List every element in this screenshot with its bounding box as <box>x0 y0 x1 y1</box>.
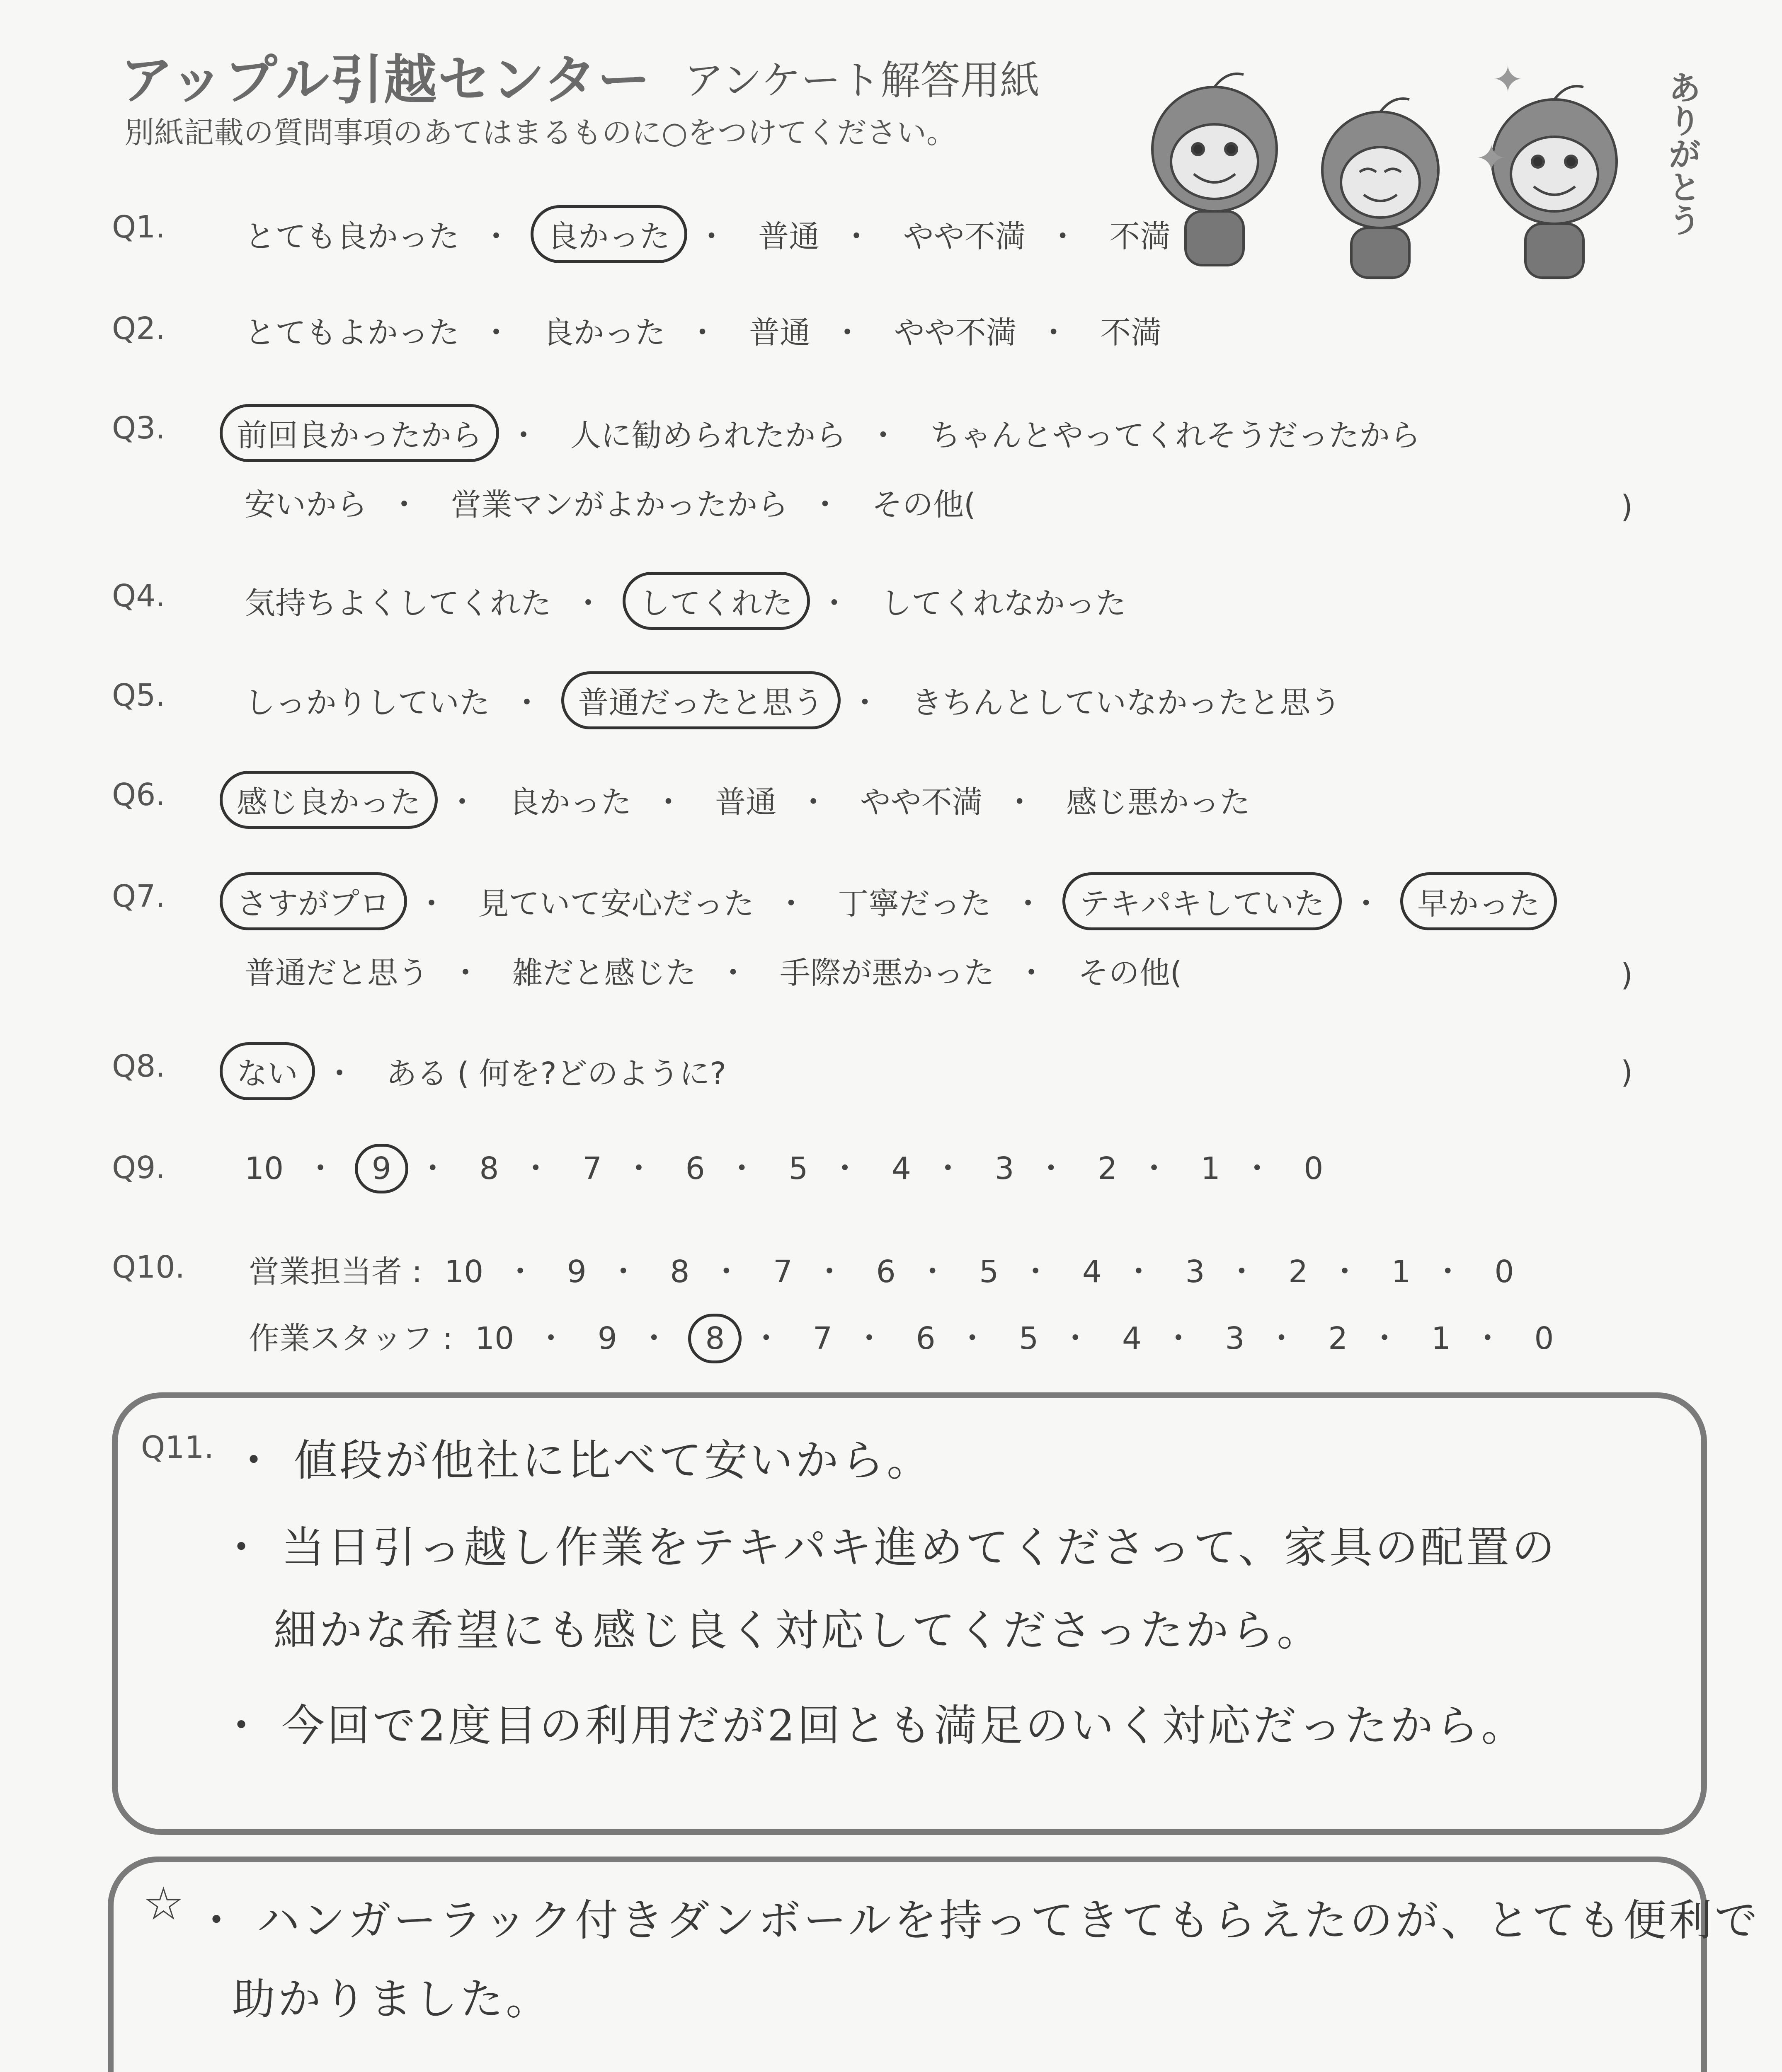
close-paren: ) <box>1621 489 1633 525</box>
score-option[interactable]: 7 <box>773 1254 793 1290</box>
row-label: 作業スタッフ : <box>249 1321 453 1356</box>
score-option[interactable]: 8 <box>479 1151 499 1186</box>
option-selected[interactable]: 早かった <box>1400 872 1557 930</box>
score-option[interactable]: 0 <box>1534 1321 1554 1356</box>
score-option[interactable]: 4 <box>1122 1321 1142 1356</box>
question-label: Q10. <box>112 1249 185 1285</box>
option[interactable]: 不満 <box>1109 219 1171 254</box>
question-label: Q1. <box>112 209 165 245</box>
score-option[interactable]: 7 <box>582 1151 602 1186</box>
brand-title: アップル引越センター <box>120 49 651 111</box>
close-paren: ) <box>1621 1055 1633 1090</box>
close-paren: ) <box>1621 957 1633 993</box>
form-subtitle: アンケート解答用紙 <box>684 57 1040 104</box>
score-option[interactable]: 5 <box>979 1254 999 1290</box>
score-option-selected[interactable]: 9 <box>355 1144 408 1193</box>
star-icon: ☆ <box>143 1877 184 1930</box>
option[interactable]: 安いから <box>245 487 367 523</box>
score-option[interactable]: 9 <box>597 1321 617 1356</box>
option[interactable]: ある ( 何を?どのように? <box>386 1056 726 1092</box>
option[interactable]: 雑だと感じた <box>512 955 696 991</box>
option-selected[interactable]: 普通だったと思う <box>561 671 841 729</box>
option[interactable]: 感じ悪かった <box>1066 784 1251 820</box>
question-label: Q6. <box>112 777 165 813</box>
option[interactable]: とても良かった <box>245 219 459 254</box>
handwritten-line <box>195 2064 1302 2072</box>
score-option[interactable]: 7 <box>812 1321 833 1356</box>
option-selected[interactable]: テキパキしていた <box>1062 872 1342 930</box>
question-label: Q7. <box>112 879 165 914</box>
score-option[interactable]: 0 <box>1304 1151 1324 1186</box>
question-label: Q9. <box>112 1150 165 1186</box>
score-option[interactable]: 3 <box>994 1151 1014 1186</box>
handwritten-line: ・ 値段が他社に比べて安いから。 <box>232 1435 933 1486</box>
option[interactable]: 営業マンがよかったから <box>451 487 788 523</box>
option[interactable]: その他( <box>872 487 976 523</box>
handwritten-line: ・ 当日引っ越し作業をテキパキ進めてくださって、家具の配置の <box>220 1522 1557 1573</box>
question-label: Q11. <box>141 1430 214 1465</box>
option[interactable]: 普通 <box>749 315 811 351</box>
option-selected[interactable]: ない <box>220 1042 315 1100</box>
score-option[interactable]: 2 <box>1288 1254 1308 1290</box>
score-option[interactable]: 1 <box>1391 1254 1411 1290</box>
option-selected[interactable]: さすがプロ <box>220 872 407 930</box>
score-option[interactable]: 4 <box>891 1151 911 1186</box>
question-label: Q2. <box>112 311 165 346</box>
option[interactable]: 見ていて安心だった <box>478 886 754 922</box>
option-selected[interactable]: 前回良かったから <box>220 404 499 462</box>
option[interactable]: 不満 <box>1100 315 1162 351</box>
q8-options: ない ・ ある ( 何を?どのように? <box>220 1042 739 1100</box>
option[interactable]: 普通 <box>758 219 820 254</box>
q9-scale: 10 ・ 9 ・ 8 ・ 7 ・ 6 ・ 5 ・ 4 ・ 3 ・ 2 ・ 1 ・ 0 <box>232 1144 1336 1193</box>
score-option[interactable]: 8 <box>670 1254 690 1290</box>
handwritten-line: 細かな希望にも感じ良く対応してくださったから。 <box>274 1605 1323 1656</box>
score-option[interactable]: 2 <box>1098 1151 1118 1186</box>
option-selected[interactable]: 良かった <box>531 205 687 263</box>
question-label: Q3. <box>112 410 165 446</box>
option[interactable]: 手際が悪かった <box>780 955 995 991</box>
option[interactable]: しっかりしていた <box>245 685 490 721</box>
option[interactable]: してくれなかった <box>881 586 1127 621</box>
row-label: 営業担当者 : <box>249 1254 422 1290</box>
score-option[interactable]: 6 <box>916 1321 936 1356</box>
score-option-selected[interactable]: 8 <box>688 1314 742 1363</box>
sparkle-icon: ✦ <box>1476 137 1507 180</box>
question-label: Q4. <box>112 578 165 614</box>
option[interactable]: やや不満 <box>903 219 1026 254</box>
q1-options: とても良かった ・ 良かった ・ 普通 ・ やや不満 ・ 不満 <box>232 205 1183 263</box>
option[interactable]: とてもよかった <box>245 315 459 351</box>
option[interactable]: 良かった <box>509 784 632 820</box>
q7-options-line2: 普通だと思う ・ 雑だと感じた ・ 手際が悪かった ・ その他( <box>232 947 1194 994</box>
score-option[interactable]: 10 <box>475 1321 514 1356</box>
option[interactable]: やや不満 <box>860 784 983 820</box>
option[interactable]: やや不満 <box>894 315 1017 351</box>
score-option[interactable]: 5 <box>788 1151 808 1186</box>
handwritten-line: 助かりました。 <box>232 1974 552 2024</box>
option[interactable]: きちんとしていなかったと思う <box>912 685 1341 721</box>
option[interactable]: 良かった <box>543 315 666 351</box>
q3-options-line2: 安いから ・ 営業マンがよかったから ・ その他( <box>232 479 988 526</box>
option[interactable]: 人に勧められたから <box>570 418 846 453</box>
q6-options: 感じ良かった ・ 良かった ・ 普通 ・ やや不満 ・ 感じ悪かった <box>220 771 1263 829</box>
mascot-illustration <box>1132 54 1704 286</box>
score-option[interactable]: 1 <box>1431 1321 1451 1356</box>
score-option[interactable]: 5 <box>1019 1321 1039 1356</box>
question-label: Q8. <box>112 1048 165 1084</box>
q10-staff-scale: 作業スタッフ : 10 ・ 9 ・ 8 ・ 7 ・ 6 ・ 5 ・ 4 ・ 3 ・ 2 ・ 1 ・ 0 <box>249 1314 1566 1363</box>
score-option[interactable]: 3 <box>1185 1254 1205 1290</box>
option-selected[interactable]: 感じ良かった <box>220 771 438 829</box>
q3-options-line1: 前回良かったから ・ 人に勧められたから ・ ちゃんとやってくれそうだったから <box>220 404 1433 462</box>
score-option[interactable]: 6 <box>685 1151 705 1186</box>
instruction-text: 別紙記載の質問事項のあてはまるものに○をつけてください。 <box>124 115 956 150</box>
q5-options: しっかりしていた ・ 普通だったと思う ・ きちんとしていなかったと思う <box>232 671 1353 729</box>
option[interactable]: 普通だと思う <box>245 955 429 991</box>
score-option[interactable]: 10 <box>444 1254 484 1290</box>
handwritten-line: ・ ハンガーラック付きダンボールを持ってきてもらえたのが、とても便利で <box>195 1895 1760 1946</box>
q7-options-line1: さすがプロ ・ 見ていて安心だった ・ 丁寧だった ・ テキパキしていた ・ 早かった <box>220 872 1557 930</box>
question-label: Q5. <box>112 678 165 713</box>
score-option[interactable]: 1 <box>1200 1151 1220 1186</box>
q4-options: 気持ちよくしてくれた ・ してくれた ・ してくれなかった <box>232 572 1139 630</box>
score-option[interactable]: 0 <box>1494 1254 1514 1290</box>
option[interactable]: ちゃんとやってくれそうだったから <box>930 418 1421 453</box>
option[interactable]: その他( <box>1078 955 1182 991</box>
option[interactable]: 普通 <box>715 784 777 820</box>
option[interactable]: 気持ちよくしてくれた <box>245 586 551 621</box>
score-option[interactable]: 3 <box>1225 1321 1245 1356</box>
score-option[interactable]: 9 <box>567 1254 587 1290</box>
sparkle-icon: ✦ <box>1492 58 1524 102</box>
score-option[interactable]: 4 <box>1082 1254 1102 1290</box>
score-option[interactable]: 10 <box>245 1151 284 1186</box>
score-option[interactable]: 6 <box>876 1254 896 1290</box>
handwritten-line: ・ 今回で2度目の利用だが2回とも満足のいく対応だったから。 <box>220 1700 1527 1751</box>
q10-sales-scale: 営業担当者 : 10 ・ 9 ・ 8 ・ 7 ・ 6 ・ 5 ・ 4 ・ 3 ・ 2 ・ 1 ・ 0 <box>249 1247 1526 1291</box>
q2-options: とてもよかった ・ 良かった ・ 普通 ・ やや不満 ・ 不満 <box>232 307 1174 354</box>
option-selected[interactable]: してくれた <box>623 572 810 630</box>
score-option[interactable]: 2 <box>1328 1321 1348 1356</box>
mascot-caption: ありがとう <box>1663 70 1701 236</box>
option[interactable]: 丁寧だった <box>838 886 992 922</box>
